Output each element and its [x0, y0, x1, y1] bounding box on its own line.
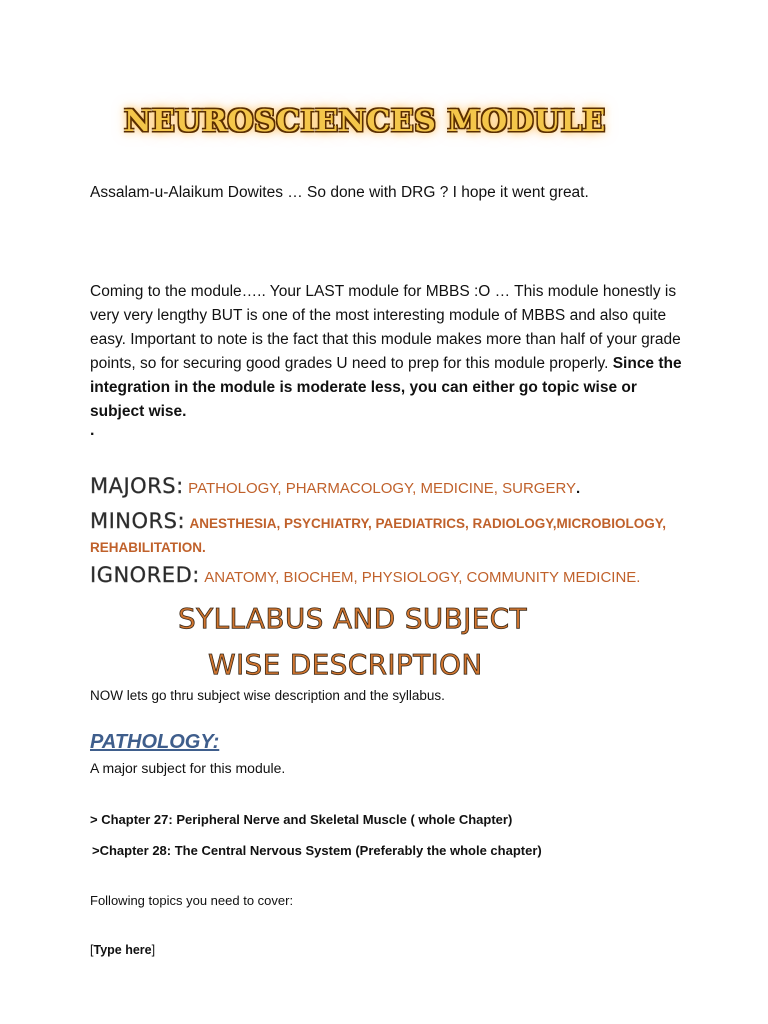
section-heading-line1: SYLLABUS AND SUBJECT [178, 602, 527, 635]
majors-value: PATHOLOGY, PHARMACOLOGY, MEDICINE, SURGERY [188, 480, 577, 497]
intro-plain-text: Coming to the module….. Your LAST module for MBBS :O … This module honestly is very very lengthy BUT is one of the most interesting module of MBBS and also quite easy. Important to note is the fact that this module makes more than half of your grade points, so for securing good grades U need to prep for this module properly. [90, 283, 681, 372]
majors-period: . [576, 480, 581, 497]
type-here-placeholder[interactable] [90, 943, 155, 957]
intro-paragraph [90, 280, 690, 424]
minors-row-continued [90, 539, 690, 557]
pathology-description: A major subject for this module. [90, 760, 286, 776]
following-topics-text: Following topics you need to cover: [90, 893, 294, 908]
ignored-row [90, 563, 690, 587]
placeholder-text: Type here [93, 943, 152, 957]
chapter-item: >Chapter 28: The Central Nervous System (Preferably the whole chapter) [92, 843, 542, 858]
minors-row [90, 509, 690, 533]
minors-value-line2: REHABILITATION. [90, 540, 206, 555]
section-heading-line2: WISE DESCRIPTION [208, 648, 483, 681]
ignored-value: ANATOMY, BIOCHEM, PHYSIOLOGY, COMMUNITY MEDICINE. [204, 569, 641, 586]
chapter-item: > Chapter 27: Peripheral Nerve and Skeletal Muscle ( whole Chapter) [90, 812, 513, 827]
ignored-label: IGNORED: [90, 563, 200, 587]
now-text: NOW lets go thru subject wise description and the syllabus. [90, 688, 445, 703]
bracket-close: ] [151, 943, 156, 957]
pathology-heading: PATHOLOGY: [90, 731, 220, 753]
minors-value: ANESTHESIA, PSYCHIATRY, PAEDIATRICS, RADIOLOGY,MICROBIOLOGY, [189, 516, 667, 531]
minors-label: MINORS: [90, 509, 186, 533]
page-title: NEUROSCIENCES MODULE [124, 104, 606, 139]
bracket-open: [ [90, 943, 94, 957]
section-heading [178, 596, 538, 688]
bullet-dot: . [90, 422, 95, 439]
greeting-text: Assalam-u-Alaikum Dowites … So done with DRG ? I hope it went great. [90, 184, 589, 201]
majors-row [90, 474, 690, 498]
majors-label: MAJORS: [90, 474, 184, 498]
intro-bold-text: Since the integration in the module is moderate less, you can either go topic wise or subject wise. [90, 355, 682, 420]
